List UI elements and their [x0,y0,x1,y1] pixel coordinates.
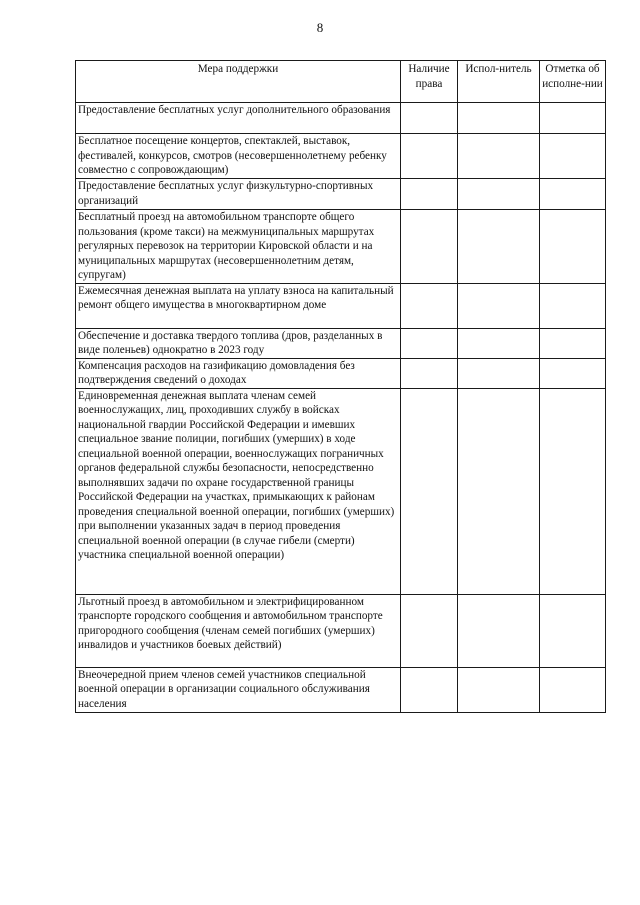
executor-cell [458,594,540,667]
measure-cell: Льготный проезд в автомобильном и электрифицированном транспорте городского сообщения и автомобильном транспорте пригородного сообщения (членам семей погибших (умерших) инвалидов и участников боевых действий) [76,594,401,667]
mark-cell [540,328,606,358]
mark-cell [540,134,606,179]
right-cell [401,283,458,328]
header-mark: Отметка об исполне-нии [540,61,606,103]
measure-cell: Внеочередной прием членов семей участников специальной военной операции в организации социального обслуживания населения [76,667,401,712]
table-row [76,134,606,179]
executor-cell [458,667,540,712]
mark-cell [540,103,606,134]
right-cell [401,103,458,134]
table-row [76,103,606,134]
table-row [76,283,606,328]
executor-cell [458,210,540,284]
mark-cell [540,667,606,712]
table-row [76,667,606,712]
table-row [76,388,606,594]
measure-cell: Предоставление бесплатных услуг дополнительного образования [76,103,401,134]
executor-cell [458,358,540,388]
right-cell [401,594,458,667]
right-cell [401,179,458,210]
table-header-row [76,61,606,103]
mark-cell [540,358,606,388]
right-cell [401,134,458,179]
mark-cell [540,388,606,594]
table-row [76,358,606,388]
right-cell [401,328,458,358]
header-measure: Мера поддержки [76,61,401,103]
measure-cell: Единовременная денежная выплата членам семей военнослужащих, лиц, проходивших службу в войсках национальной гвардии Российской Федерации и имевших специальное звание полиции, погибших (умерших) в ходе специальной военной операции, военнослужащих пограничных органов федеральной службы безопасности, непосредственно выполнявших задачи по охране государственной границы Российской Федерации на участках, примыкающих к районам проведения специальной военной операции, погибших (умерших) при выполнении указанных задач в период проведения специальной военной операции (в случае гибели (смерти) участника специальной военной операции) [76,388,401,594]
header-executor: Испол-нитель [458,61,540,103]
executor-cell [458,283,540,328]
support-measures-table [75,60,606,713]
measure-cell: Бесплатный проезд на автомобильном транспорте общего пользования (кроме такси) на межмуниципальных маршрутах регулярных перевозок на территории Кировской области и на муниципальных маршрутах (несовершеннолетним детям, супругам) [76,210,401,284]
mark-cell [540,283,606,328]
executor-cell [458,328,540,358]
measure-cell: Бесплатное посещение концертов, спектаклей, выставок, фестивалей, конкурсов, смотров (несовершеннолетнему ребенку совместно с сопровождающим) [76,134,401,179]
right-cell [401,210,458,284]
table-row [76,179,606,210]
mark-cell [540,179,606,210]
measure-cell: Ежемесячная денежная выплата на уплату взноса на капитальный ремонт общего имущества в многоквартирном доме [76,283,401,328]
header-right: Наличие права [401,61,458,103]
measure-cell: Компенсация расходов на газификацию домовладения без подтверждения сведений о доходах [76,358,401,388]
measure-cell: Предоставление бесплатных услуг физкультурно-спортивных организаций [76,179,401,210]
executor-cell [458,179,540,210]
page-number: 8 [316,20,324,35]
table-row [76,210,606,284]
right-cell [401,358,458,388]
measure-cell: Обеспечение и доставка твердого топлива (дров, разделанных в виде поленьев) однократно в 2023 году [76,328,401,358]
executor-cell [458,103,540,134]
executor-cell [458,134,540,179]
table-row [76,594,606,667]
right-cell [401,667,458,712]
executor-cell [458,388,540,594]
mark-cell [540,594,606,667]
mark-cell [540,210,606,284]
right-cell [401,388,458,594]
table-row [76,328,606,358]
